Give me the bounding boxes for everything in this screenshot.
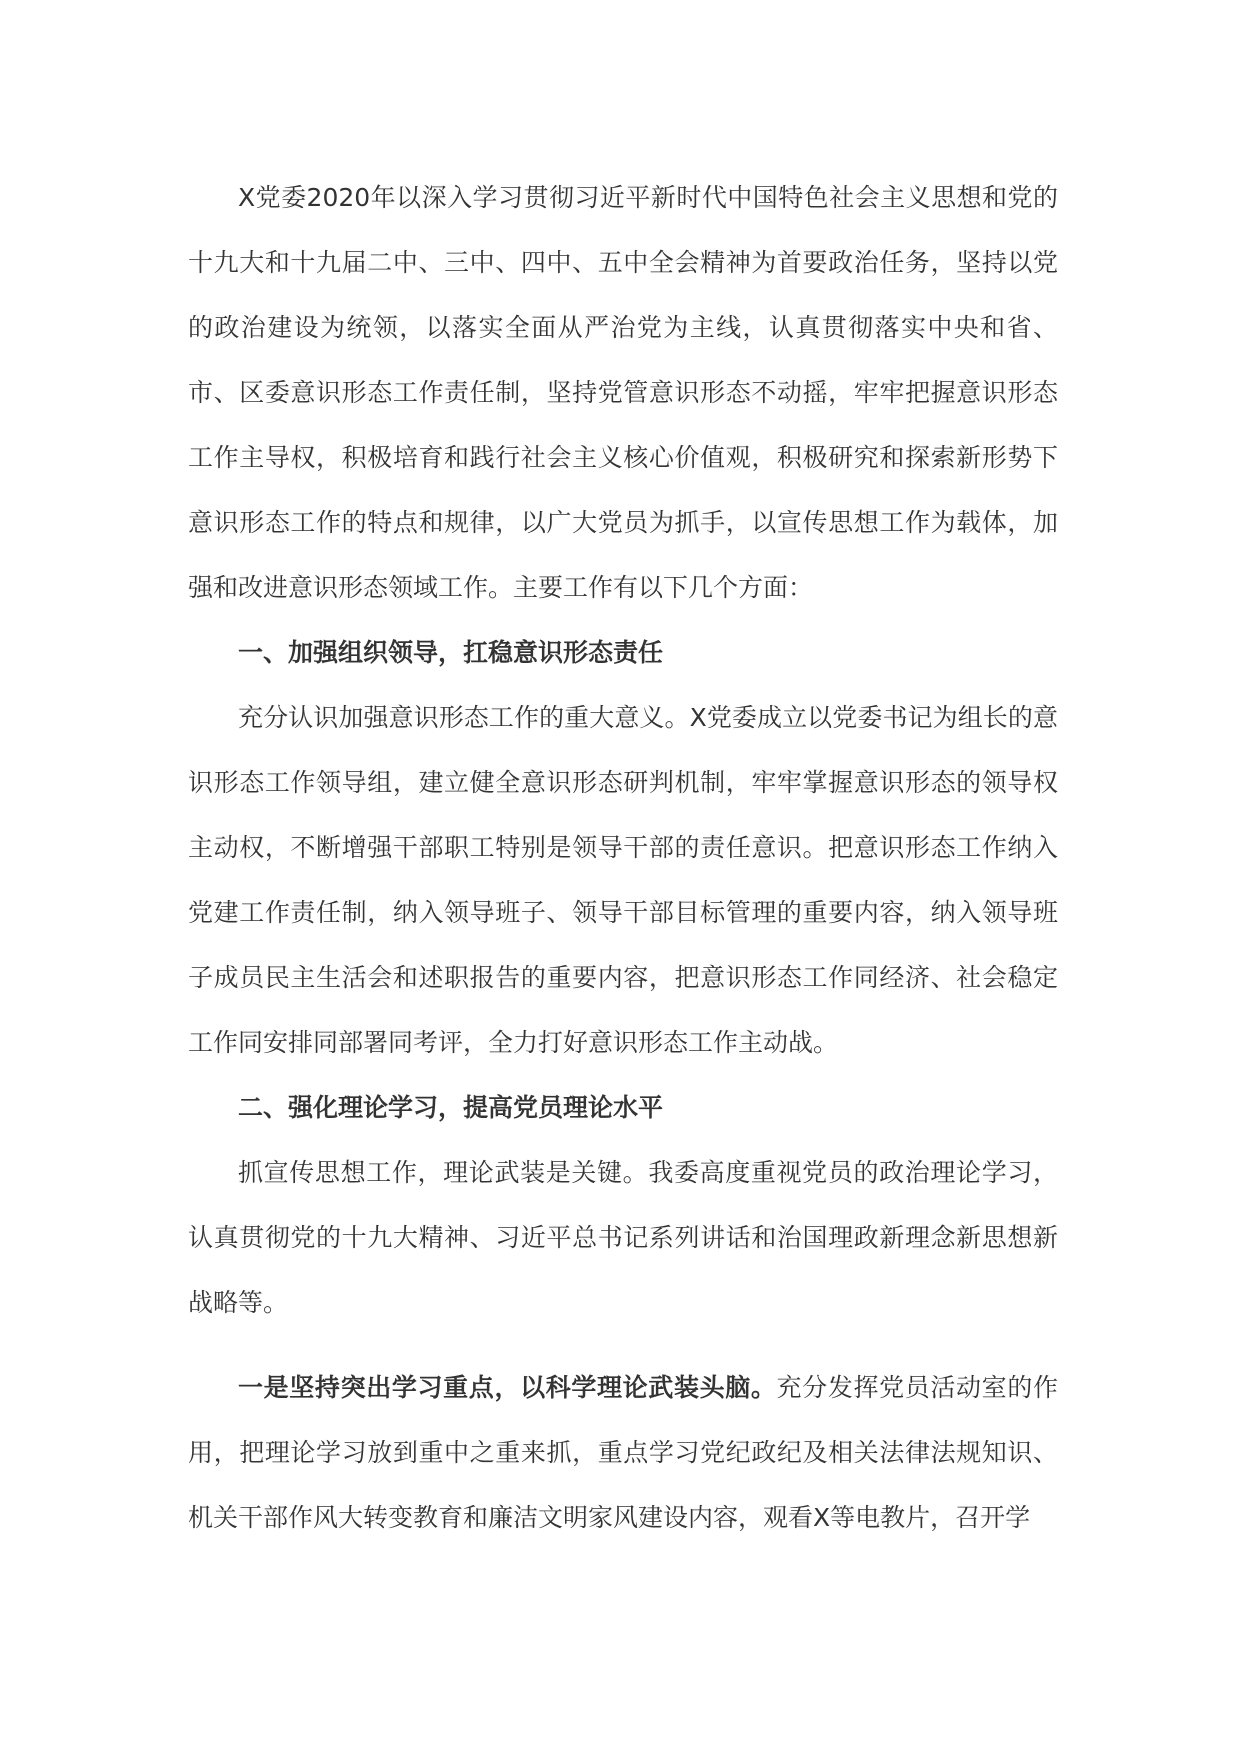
paragraph-spacer [188,1335,1058,1355]
section-heading-2: 二、强化理论学习，提高党员理论水平 [238,1093,664,1122]
section-1-paragraph: 充分认识加强意识形态工作的重大意义。X党委成立以党委书记为组长的意识形态工作领导组，建立健全意识形态研判机制，牢牢掌握意识形态的领导权主动权，不断增强干部职工特别是领导干部的责任意识。把意识形态工作纳入党建工作责任制，纳入领导班子、领导干部目标管理的重要内容，纳入领导班子成员民主生活会和述职报告的重要内容，把意识形态工作同经济、社会稳定工作同安排同部署同考评，全力打好意识形态工作主动战。 [188,703,1058,1057]
section-2-paragraph: 抓宣传思想工作，理论武装是关键。我委高度重视党员的政治理论学习，认真贯彻党的十九大精神、习近平总书记系列讲话和治国理政新理念新思想新战略等。 [188,1158,1058,1317]
section-heading-1: 一、加强组织领导，扛稳意识形态责任 [238,638,664,667]
point-1-lead: 一是坚持突出学习重点，以科学理论武装头脑。 [238,1373,777,1402]
section-2-point-1 [188,1355,1058,1550]
intro-paragraph: X党委2020年以深入学习贯彻习近平新时代中国特色社会主义思想和党的十九大和十九届二中、三中、四中、五中全会精神为首要政治任务，坚持以党的政治建设为统领，以落实全面从严治党为主线，认真贯彻落实中央和省、市、区委意识形态工作责任制，坚持党管意识形态不动摇，牢牢把握意识形态工作主导权，积极培育和践行社会主义核心价值观，积极研究和探索新形势下意识形态工作的特点和规律，以广大党员为抓手，以宣传思想工作为载体，加强和改进意识形态领域工作。主要工作有以下几个方面： [188,183,1058,602]
point-1-text: 充分发挥党员活动室的作用，把理论学习放到重中之重来抓，重点学习党纪政纪及相关法律法规知识、机关干部作风大转变教育和廉洁文明家风建设内容，观看X等电教片，召开学 [188,1373,1058,1532]
document-body [188,165,1058,1550]
